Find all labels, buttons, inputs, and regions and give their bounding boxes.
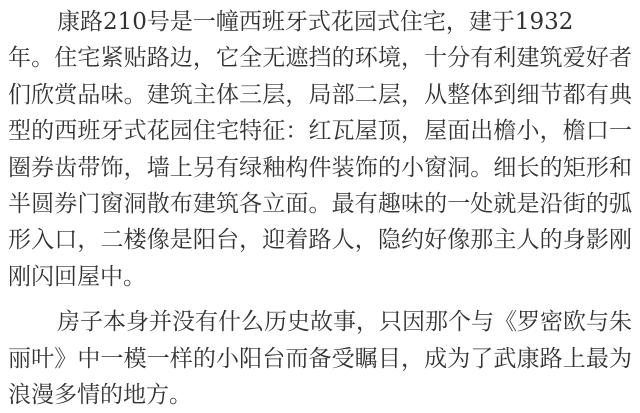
- text-line: 刚闪回屋中。: [8, 263, 146, 290]
- text-line: 半圆券门窗洞散布建筑各立面。最有趣味的一处就是沿街的弧: [8, 190, 632, 217]
- text-line: 房子本身并没有什么历史故事，只因那个与《罗密欧与朱: [57, 309, 632, 336]
- paragraph: [8, 304, 632, 413]
- text-line: 形入口，二楼像是阳台，迎着路人，隐约好像那主人的身影刚: [8, 227, 632, 254]
- text-line: 丽叶》中一模一样的小阳台而备受瞩目，成为了武康路上最为: [8, 345, 632, 372]
- paragraph: [8, 4, 632, 295]
- text-line: 圈券齿带饰，墙上另有绿釉构件装饰的小窗洞。细长的矩形和: [8, 154, 632, 181]
- text-line: 们欣赏品味。建筑主体三层，局部二层，从整体到细节都有典: [8, 81, 632, 108]
- text-line: 康路210号是一幢西班牙式花园式住宅，建于1932: [57, 9, 574, 35]
- text-line: 年。住宅紧贴路边，它全无遮挡的环境，十分有利建筑爱好者: [8, 45, 632, 72]
- text-line: 浪漫多情的地方。: [8, 381, 192, 408]
- text-line: 型的西班牙式花园住宅特征：红瓦屋顶，屋面出檐小，檐口一: [8, 118, 632, 145]
